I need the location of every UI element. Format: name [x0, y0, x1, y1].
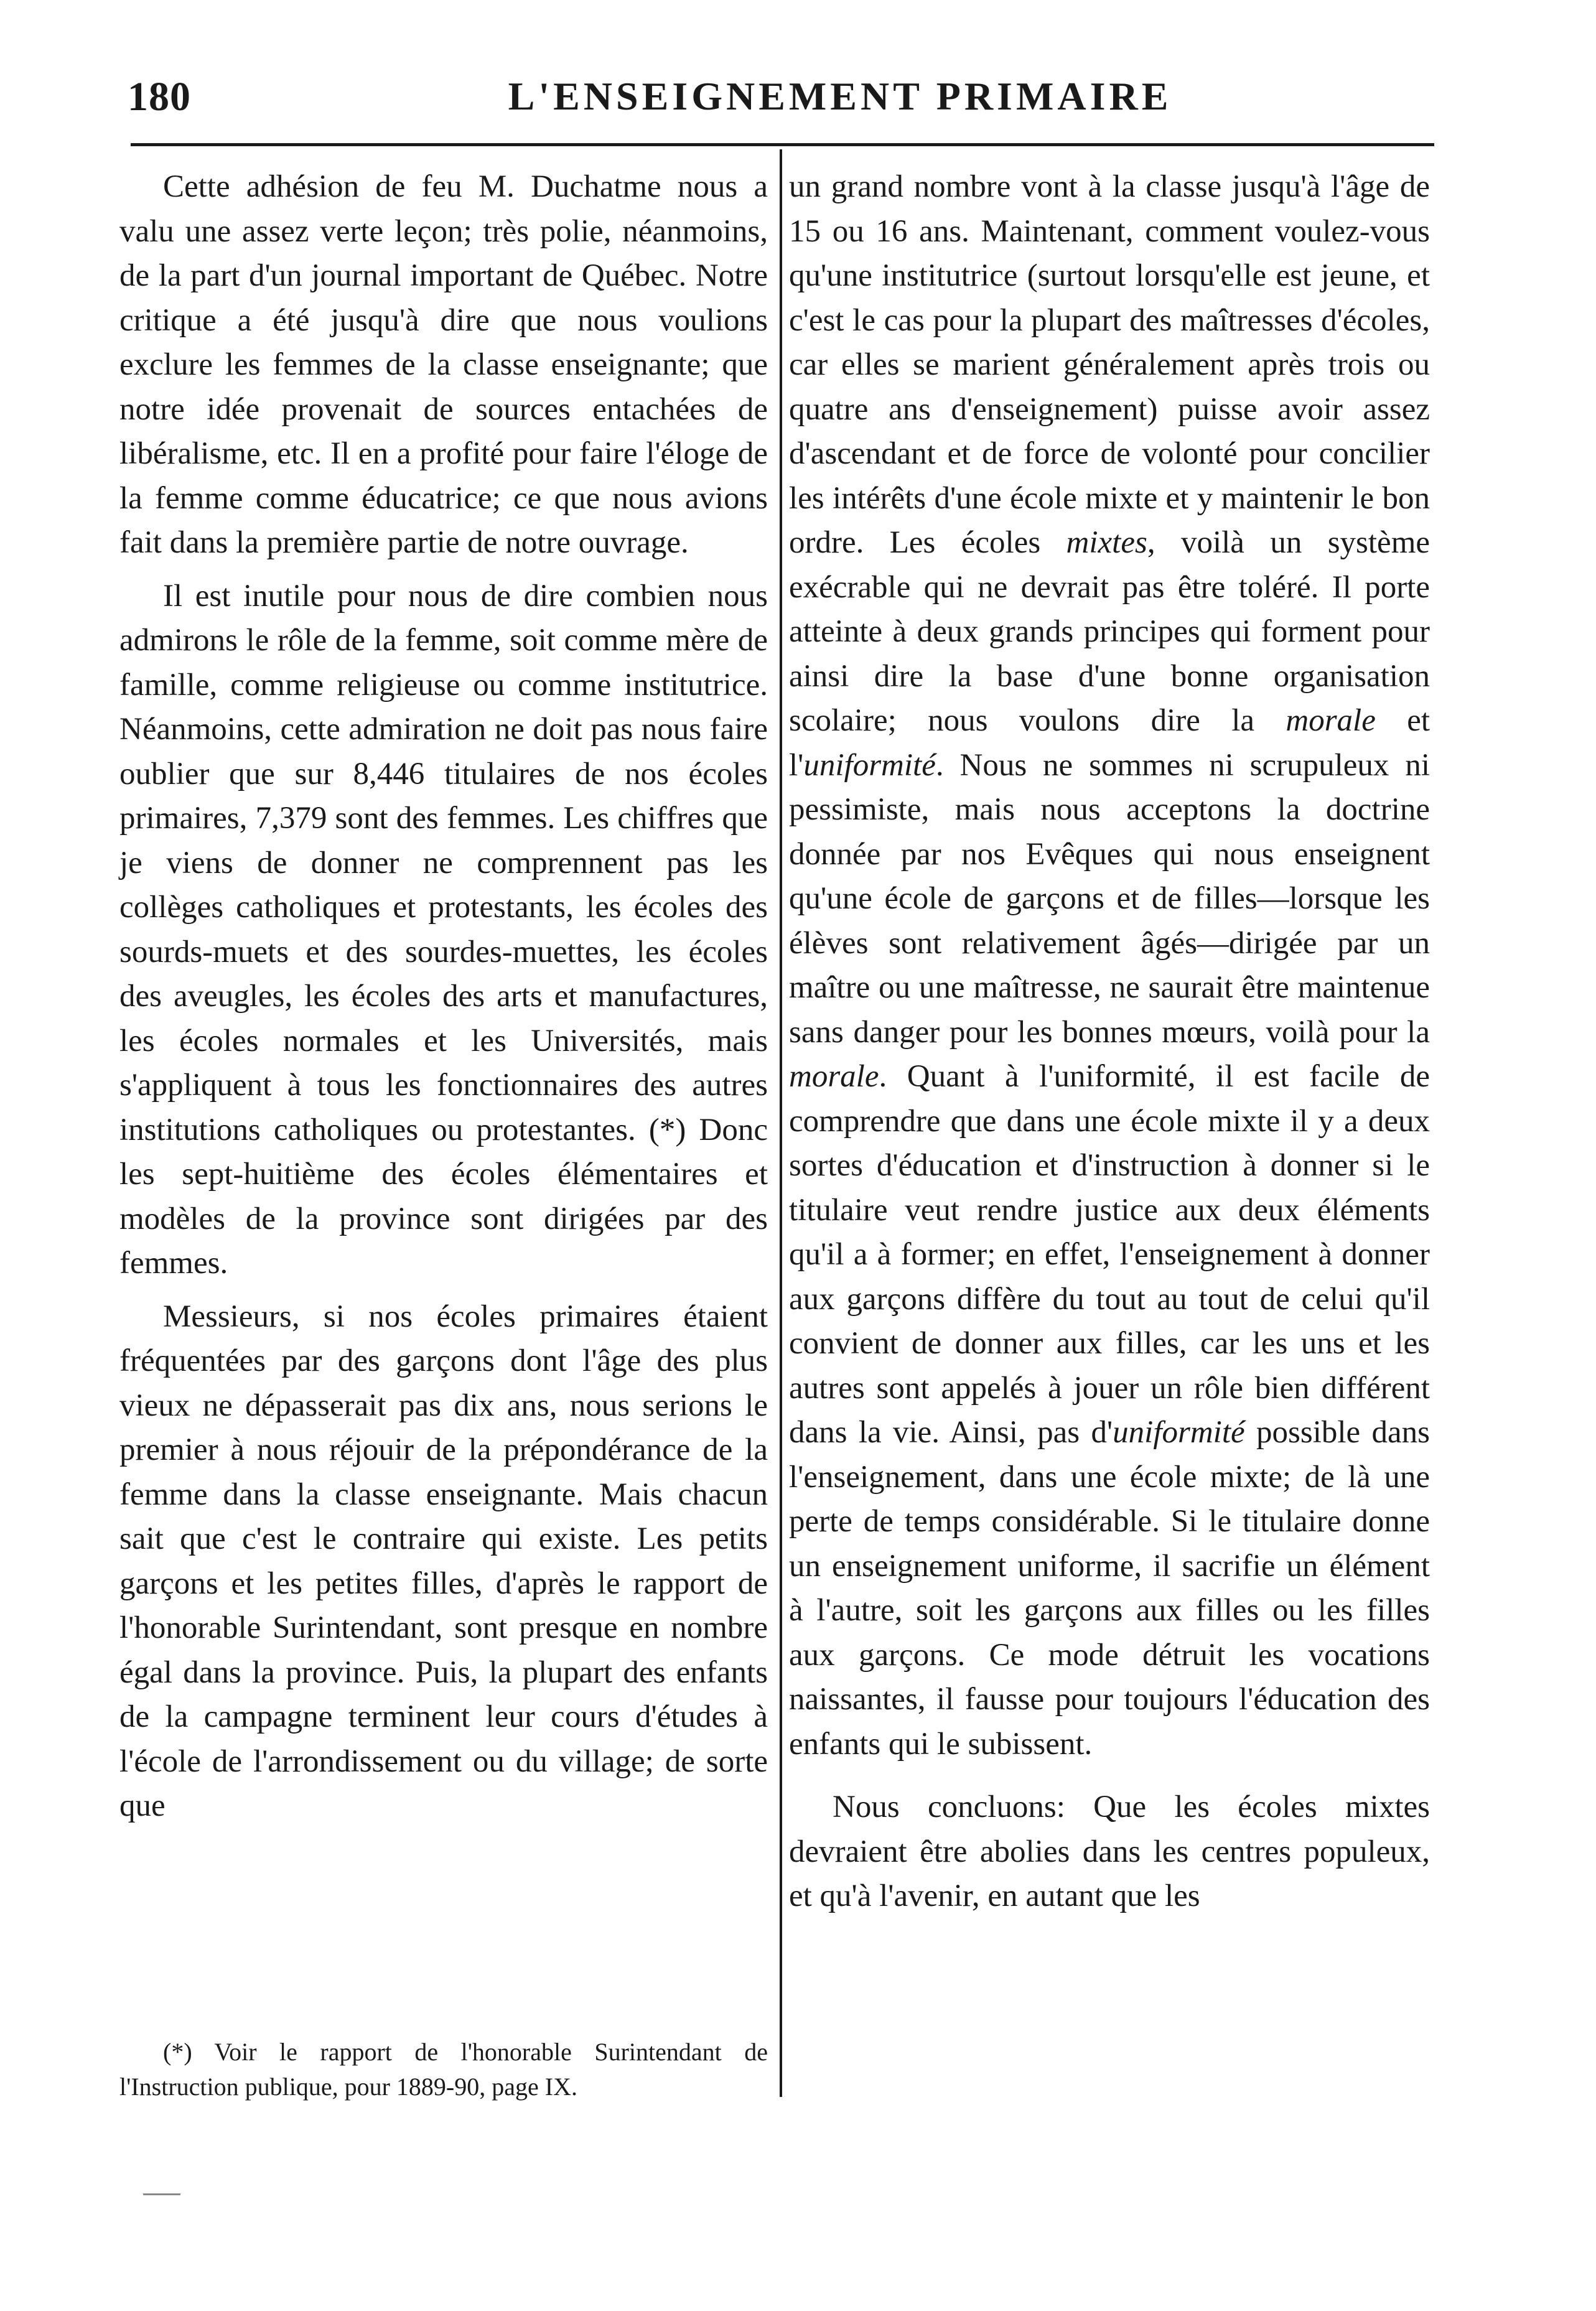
right-paragraph-1	[789, 165, 1430, 1767]
text-run: et l'	[789, 703, 1430, 783]
left-paragraph-3: Messieurs, si nos écoles primaires étaient fréquentées par des garçons dont l'âge des plus vieux ne dépasserait pas dix ans, nous serions le premier à nous réjouir de la prépondérance de la femme dans la classe enseignante. Mais chacun sait que c'est le contraire qui existe. Les petits garçons et les petites filles, d'après le rapport de l'honorable Surintendant, sont presque en nombre égal dans la province. Puis, la plupart des enfants de la campagne terminent leur cours d'études à l'école de l'arrondissement ou du village; de sorte que	[119, 1299, 768, 1823]
right-column	[789, 165, 1430, 1919]
running-title: L'ENSEIGNEMENT PRIMAIRE	[508, 74, 1172, 118]
emphasis-morale: morale	[1286, 703, 1376, 738]
text-run: , voilà un système exécrable qui ne devrait pas être toléré. Il porte atteinte à deux grands principes qui forment pour ainsi dire la base d'une bonne organisation scolaire; nous voulons dire la	[789, 525, 1430, 738]
right-paragraph-2: Nous concluons: Que les écoles mixtes devraient être abolies dans les centres populeux, et qu'à l'avenir, en autant que les	[789, 1790, 1430, 1913]
bottom-mark	[143, 2193, 180, 2195]
text-run: . Quant à l'uniformité, il est facile de comprendre que dans une école mixte il y a deux sortes d'éducation et d'instruction à donner si le titulaire veut rendre justice aux deux éléments qu'il a à former; en effet, l'enseignement à donner aux garçons diffère du tout au tout de celui qu'il convient de donner aux filles, car les uns et les autres sont appelés à jouer un rôle bien différent dans la vie. Ainsi, pas d'	[789, 1059, 1430, 1450]
text-run: un grand nombre vont à la classe jusqu'à l'âge de 15 ou 16 ans. Maintenant, comment voulez-vous qu'une institutrice (surtout lorsqu'elle est jeune, et c'est le cas pour la plupart des maîtresses d'écoles, car elles se marient généralement après trois ou quatre ans d'enseignement) puisse avoir assez d'ascendant et de force de volonté pour concilier les intérêts d'une école mixte et y maintenir le bon ordre. Les écoles	[789, 169, 1430, 560]
emphasis-uniformite: uniformité	[1113, 1415, 1245, 1450]
emphasis-mixtes: mixtes	[1066, 525, 1147, 560]
header-rule	[131, 143, 1434, 146]
text-run: . Nous ne sommes ni scrupuleux ni pessimiste, mais nous acceptons la doctrine donnée par nos Evêques qui nous enseignent qu'une école de garçons et de filles—lorsque les élèves sont relativement âgés—dirigée par un maître ou une maîtresse, ne saurait être maintenue sans danger pour les bonnes mœurs, voilà pour la	[789, 747, 1430, 1050]
left-column	[119, 165, 768, 1829]
footnote: (*) Voir le rapport de l'honorable Surintendant de l'Instruction publique, pour 1889-90, page IX.	[119, 2038, 768, 2101]
left-paragraph-1: Cette adhésion de feu M. Duchatme nous a valu une assez verte leçon; très polie, néanmoins, de la part d'un journal important de Québec. Notre critique a été jusqu'à dire que nous voulions exclure les femmes de la classe enseignante; que notre idée provenait de sources entachées de libéralisme, etc. Il en a profité pour faire l'éloge de la femme comme éducatrice; ce que nous avions fait dans la première partie de notre ouvrage.	[119, 169, 768, 560]
text-run: possible dans l'enseignement, dans une école mixte; de là une perte de temps considérable. Si le titulaire donne un enseignement uniforme, il sacrifie un élément à l'autre, soit les garçons aux filles ou les filles aux garçons. Ce mode détruit les vocations naissantes, il fausse pour toujours l'éducation des enfants qui le subissent.	[789, 1415, 1430, 1762]
emphasis-uniformite: uniformité	[803, 747, 936, 783]
left-paragraph-2: Il est inutile pour nous de dire combien nous admirons le rôle de la femme, soit comme mère de famille, comme religieuse ou comme institutrice. Néanmoins, cette admiration ne doit pas nous faire oublier que sur 8,446 titulaires de nos écoles primaires, 7,379 sont des femmes. Les chiffres que je viens de donner ne comprennent pas les collèges catholiques et protestants, les écoles des sourds-muets et des sourdes-muettes, les écoles des aveugles, les écoles des arts et manufactures, les écoles normales et les Universités, mais s'appliquent à tous les fonctionnaires des autres institutions catholiques ou protestantes. (*) Donc les sept-huitième des écoles élémentaires et modèles de la province sont dirigées par des femmes.	[119, 578, 768, 1281]
column-divider	[780, 149, 782, 2097]
page-number: 180	[128, 74, 191, 119]
emphasis-morale: morale	[789, 1059, 879, 1094]
